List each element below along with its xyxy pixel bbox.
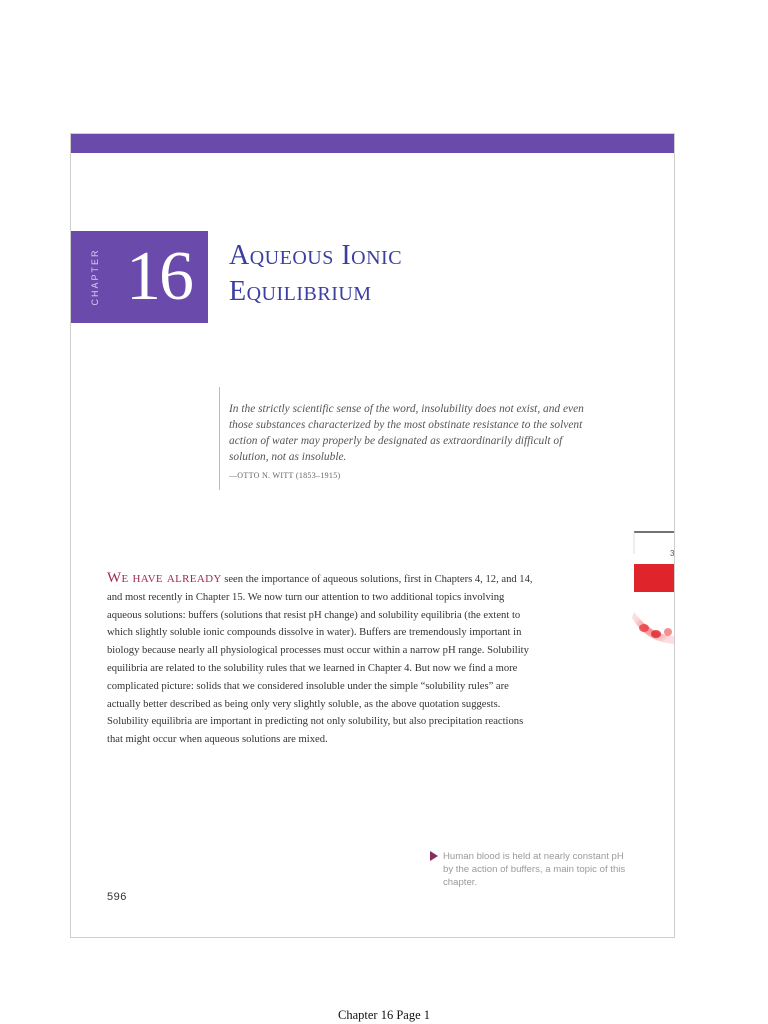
caption-triangle-icon	[430, 851, 438, 861]
chapter-title	[229, 238, 402, 310]
page-number: 596	[107, 891, 127, 903]
chapter-intro-paragraph	[107, 570, 537, 749]
chapter-number-box	[71, 231, 208, 323]
epigraph-author: —OTTO N. WITT (1853–1915)	[229, 471, 341, 480]
svg-text:3: 3	[670, 549, 675, 558]
intro-body-text: seen the importance of aqueous solutions, first in Chapters 4, 12, and 14, and most recently in Chapter 15. We now turn our attention to two additional topics involving aqueous solutions: buffers (solutions that resist pH change) and solubility equilibria (the extent to which slightly soluble ionic compounds dissolve in water). Buffers are tremendously important in biology because nearly all physiological processes must occur within a narrow pH range. Solubility equilibria are related to the solubility rules that we learned in Chapter 4. But now we find a more complicated picture: solids that we considered insoluble under the simple “solubility rules” are actually better described as being only very slightly soluble, as the above quotation suggests. Solubility equilibria are important in predicting not only solubility, but also precipitation reactions that might occur when aqueous solutions are mixed.	[107, 574, 533, 746]
book-page	[70, 133, 675, 938]
epigraph-quote: In the strictly scientific sense of the word, insolubility does not exist, and even those substances characterized by the most obstinate resistance to the solvent action of water may properly be designated as extraordinarily difficult of solution, not as insoluble.	[229, 403, 584, 463]
lead-in-text: We have already	[107, 570, 222, 586]
chapter-label: CHAPTER	[90, 248, 100, 306]
pdf-page-footer: Chapter 16 Page 1	[338, 1008, 430, 1022]
epigraph	[219, 387, 589, 490]
chapter-title-line-2: Equilibrium	[229, 276, 372, 307]
blood-sample-image	[632, 532, 674, 652]
figure-caption	[443, 850, 633, 889]
chapter-title-line-1: Aqueous Ionic	[229, 240, 403, 271]
figure-caption-text: Human blood is held at nearly constant pH by the action of buffers, a main topic of this chapter.	[443, 851, 626, 888]
chapter-number: 16	[126, 238, 192, 315]
blood-beaker-icon	[632, 532, 674, 652]
header-color-band	[71, 134, 674, 153]
